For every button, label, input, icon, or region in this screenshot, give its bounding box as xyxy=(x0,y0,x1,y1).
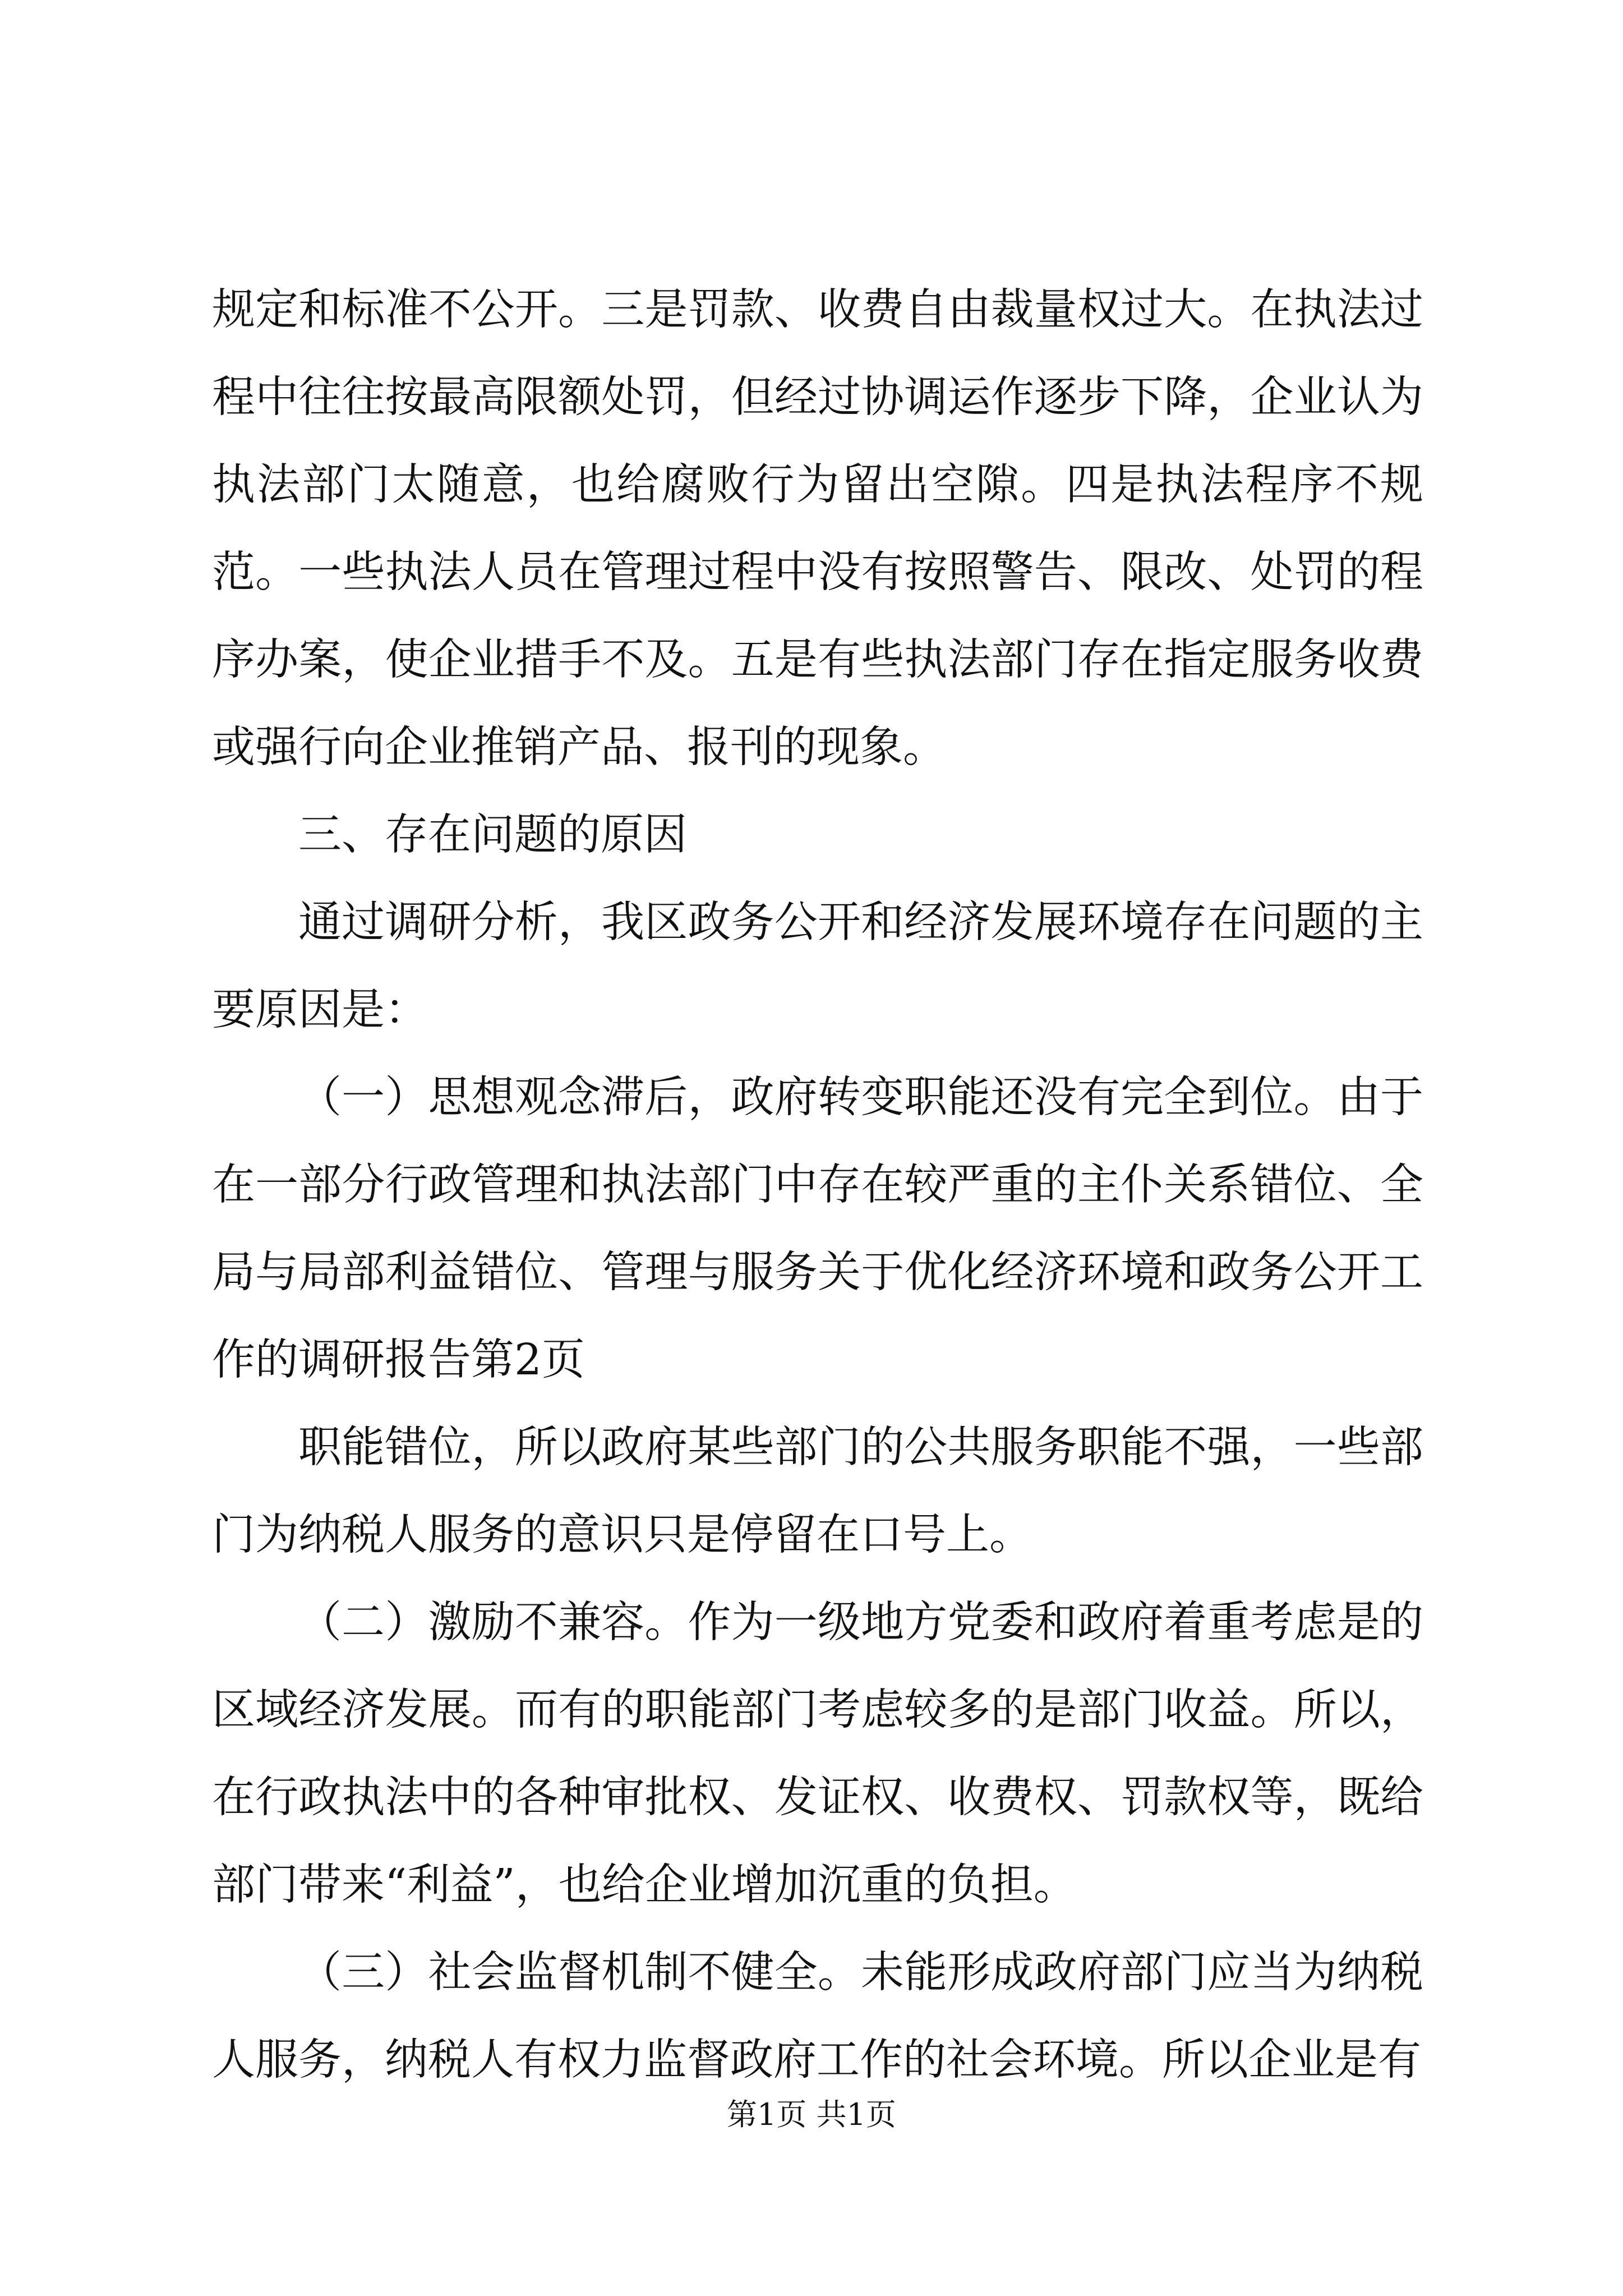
paragraph-cause-three: （三）社会监督机制不健全。未能形成政府部门应当为纳税人服务，纳税人有权力监督政府工作的社会环境。所以企业是有 xyxy=(212,1948,1423,2085)
page-footer: 第1页 共1页 xyxy=(727,2097,896,2132)
paragraph-cause-one-continued: 职能错位，所以政府某些部门的公共服务职能不强，一些部门为纳税人服务的意识只是停留在口号上。 xyxy=(212,1423,1423,1560)
paragraph-causes-intro: 通过调研分析，我区政务公开和经济发展环境存在问题的主要原因是： xyxy=(212,898,1423,1035)
paragraph-cause-one: （一）思想观念滞后，政府转变职能还没有完全到位。由于在一部分行政管理和执法部门中存在较严重的主仆关系错位、全局与局部利益错位、管理与服务关于优化经济环境和政务公开工作的调研报告第2页 xyxy=(212,1073,1423,1385)
paragraph-cause-two: （二）激励不兼容。作为一级地方党委和政府着重考虑是的区域经济发展。而有的职能部门考虑较多的是部门收益。所以，在行政执法中的各种审批权、发证权、收费权、罚款权等，既给部门带来“利益”，也给企业增加沉重的负担。 xyxy=(212,1598,1423,1910)
document-body xyxy=(212,266,1423,2104)
paragraph-enforcement-issues: 规定和标准不公开。三是罚款、收费自由裁量权过大。在执法过程中往往按最高限额处罚，但经过协调运作逐步下降，企业认为执法部门太随意，也给腐败行为留出空隙。四是执法程序不规范。一些执法人员在管理过程中没有按照警告、限改、处罚的程序办案，使企业措手不及。五是有些执法部门存在指定服务收费或强行向企业推销产品、报刊的现象。 xyxy=(212,285,1423,772)
section-heading-causes: 三、存在问题的原因 xyxy=(298,810,687,860)
